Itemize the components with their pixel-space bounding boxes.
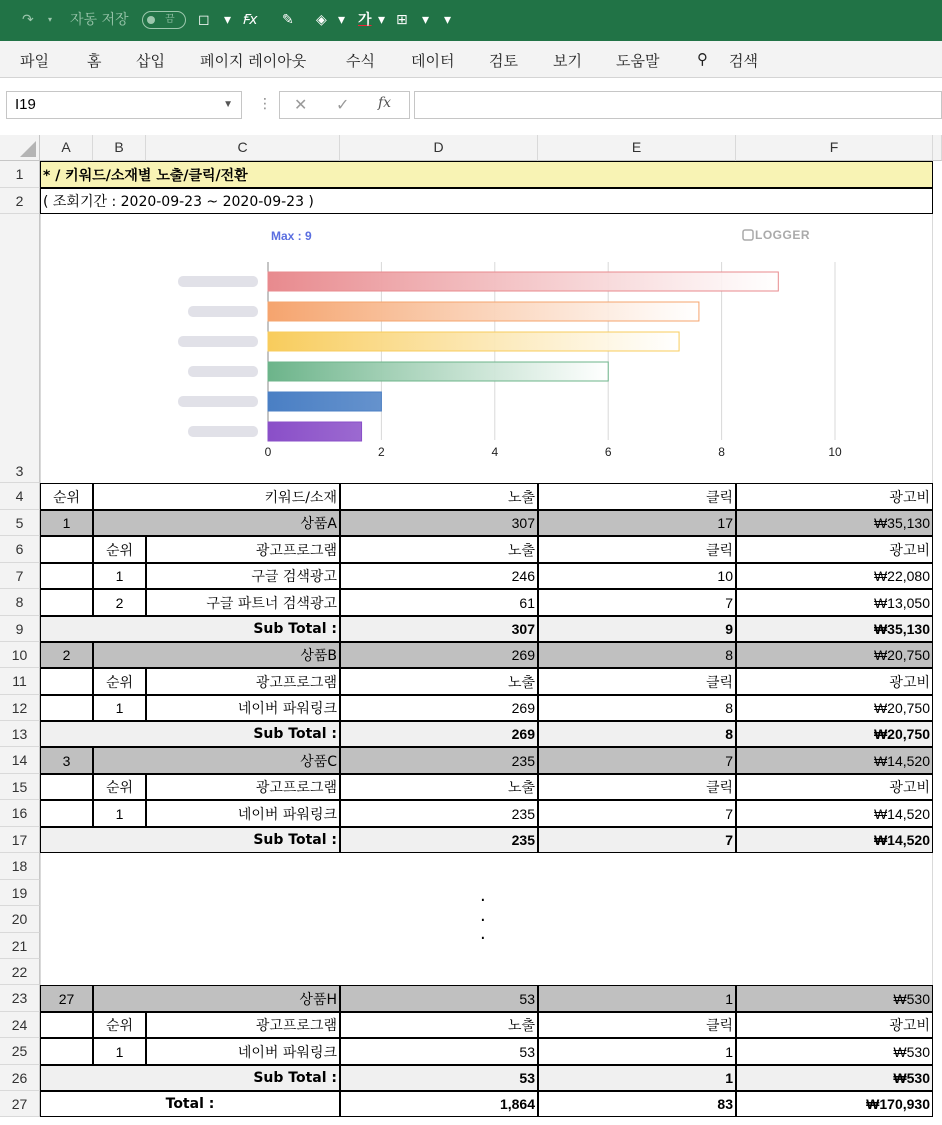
row-header-14[interactable]: 14 [0, 747, 40, 774]
blank-cell[interactable] [40, 563, 93, 589]
column-header-b[interactable]: B [93, 135, 146, 161]
row-header-22[interactable]: 22 [0, 959, 40, 985]
autosave-label: 자동 저장 [70, 12, 129, 28]
row-header-9[interactable]: 9 [0, 616, 40, 642]
ellipsis-dot: · [480, 910, 486, 931]
x-tick-label: 2 [378, 445, 385, 459]
row-header-20[interactable]: 20 [0, 906, 40, 933]
chevron-down-icon[interactable]: ▾ [422, 12, 430, 28]
subtotal-impressions[interactable]: 53 [340, 1065, 538, 1091]
item-cost[interactable]: ₩530 [736, 1038, 933, 1065]
column-header-e[interactable]: E [538, 135, 736, 161]
item-program[interactable]: 구글 파트너 검색광고 [146, 589, 340, 616]
subtotal-clicks[interactable]: 8 [538, 721, 736, 747]
subheader-cost[interactable]: 광고비 [736, 536, 933, 563]
subtotal-clicks[interactable]: 9 [538, 616, 736, 642]
subheader-impressions[interactable]: 노출 [340, 536, 538, 563]
item-rank[interactable]: 1 [93, 695, 146, 721]
max-annotation: Max : 9 [271, 229, 312, 243]
bar-1 [268, 272, 778, 291]
tab-page-layout[interactable]: 페이지 레이아웃 [200, 52, 307, 70]
tab-view[interactable]: 보기 [553, 52, 582, 70]
group-rank[interactable]: 27 [40, 985, 93, 1012]
item-program[interactable]: 네이버 파워링크 [146, 695, 340, 721]
tab-help[interactable]: 도움말 [616, 52, 660, 70]
tab-home[interactable]: 홈 [87, 52, 102, 70]
subtotal-cost[interactable]: ₩20,750 [736, 721, 933, 747]
quick-access-toolbar [0, 0, 942, 41]
formula-buttons [279, 91, 410, 119]
x-tick-label: 10 [828, 445, 842, 459]
subtotal-impressions[interactable]: 235 [340, 827, 538, 853]
group-impressions[interactable]: 53 [340, 985, 538, 1012]
subheader-impressions[interactable]: 노출 [340, 1012, 538, 1038]
header-cost[interactable]: 광고비 [736, 483, 933, 510]
subheader-impressions[interactable]: 노출 [340, 774, 538, 800]
row-header-18[interactable]: 18 [0, 853, 40, 880]
item-cost[interactable]: ₩14,520 [736, 800, 933, 827]
row-header-2[interactable]: 2 [0, 188, 40, 214]
subheader-cost[interactable]: 광고비 [736, 1012, 933, 1038]
header-clicks[interactable]: 클릭 [538, 483, 736, 510]
tab-review[interactable]: 검토 [489, 52, 518, 70]
row-header-10[interactable]: 10 [0, 642, 40, 668]
subheader-cost[interactable]: 광고비 [736, 668, 933, 695]
group-rank[interactable]: 3 [40, 747, 93, 774]
blank-cell[interactable] [40, 774, 93, 800]
subheader-rank[interactable]: 순위 [93, 1012, 146, 1038]
group-cost[interactable]: ₩20,750 [736, 642, 933, 668]
autosave-toggle[interactable]: 끔 [142, 11, 186, 29]
x-tick-label: 6 [604, 445, 612, 459]
group-clicks[interactable]: 1 [538, 985, 736, 1012]
formula-input[interactable] [414, 91, 942, 119]
format-painter-icon[interactable]: ✎ [282, 12, 294, 28]
item-clicks[interactable]: 1 [538, 1038, 736, 1065]
row-header-11[interactable]: 11 [0, 668, 40, 695]
blank-cell[interactable] [40, 536, 93, 563]
header-impressions[interactable]: 노출 [340, 483, 538, 510]
row-header-23[interactable]: 23 [0, 985, 40, 1012]
chevron-down-icon[interactable]: ▾ [378, 12, 386, 28]
group-cost[interactable]: ₩14,520 [736, 747, 933, 774]
x-tick-label: 0 [264, 445, 272, 459]
fill-color-icon[interactable]: ◈ [316, 12, 327, 28]
item-program[interactable]: 네이버 파워링크 [146, 800, 340, 827]
item-rank[interactable]: 2 [93, 589, 146, 616]
borders-icon[interactable]: ⊞ [396, 12, 408, 28]
row-header-7[interactable]: 7 [0, 563, 40, 589]
subheader-clicks[interactable]: 클릭 [538, 536, 736, 563]
blank-cell[interactable] [40, 589, 93, 616]
row-header-8[interactable]: 8 [0, 589, 40, 616]
item-impressions[interactable]: 61 [340, 589, 538, 616]
cancel-icon[interactable]: ✕ [294, 95, 308, 114]
subtotal-clicks[interactable]: 7 [538, 827, 736, 853]
formula-bar [0, 78, 942, 135]
row-header-5[interactable]: 5 [0, 510, 40, 536]
subheader-clicks[interactable]: 클릭 [538, 774, 736, 800]
item-rank[interactable]: 1 [93, 563, 146, 589]
ellipsis-dot: · [480, 928, 486, 949]
redo-icon[interactable]: ↷ [22, 12, 34, 28]
item-cost[interactable]: ₩13,050 [736, 589, 933, 616]
row-header-1[interactable]: 1 [0, 161, 40, 188]
subtotal-impressions[interactable]: 269 [340, 721, 538, 747]
subheader-program[interactable]: 광고프로그램 [146, 536, 340, 563]
subheader-impressions[interactable]: 노출 [340, 668, 538, 695]
column-header-c[interactable]: C [146, 135, 340, 161]
blank-cell[interactable] [40, 695, 93, 721]
row-header-6[interactable]: 6 [0, 536, 40, 563]
group-clicks[interactable]: 7 [538, 747, 736, 774]
column-header-a[interactable]: A [40, 135, 93, 161]
blurred-category-label [178, 396, 258, 407]
column-header-overflow[interactable] [933, 135, 942, 161]
item-impressions[interactable]: 53 [340, 1038, 538, 1065]
group-name[interactable]: 상품A [93, 510, 340, 536]
bar-5 [268, 392, 381, 411]
blank-cell[interactable] [40, 1012, 93, 1038]
chevron-down-icon[interactable]: ▾ [48, 15, 53, 24]
column-header-d[interactable]: D [340, 135, 538, 161]
row-header-21[interactable]: 21 [0, 933, 40, 959]
group-rank[interactable]: 1 [40, 510, 93, 536]
tab-data[interactable]: 데이터 [411, 52, 455, 70]
chevron-down-icon[interactable]: ▼ [223, 99, 233, 110]
blank-cell[interactable] [40, 1038, 93, 1065]
subtotal-cost[interactable]: ₩14,520 [736, 827, 933, 853]
name-box[interactable]: I19 ▼ [6, 91, 242, 119]
item-rank[interactable]: 1 [93, 1038, 146, 1065]
subheader-program[interactable]: 광고프로그램 [146, 668, 340, 695]
more-icon: ⋮ [258, 96, 272, 112]
customize-qat-icon[interactable]: ▾ [444, 12, 452, 28]
blank-rows[interactable] [40, 853, 933, 985]
item-cost[interactable]: ₩22,080 [736, 563, 933, 589]
group-clicks[interactable]: 8 [538, 642, 736, 668]
total-clicks[interactable]: 83 [538, 1091, 736, 1117]
group-rank[interactable]: 2 [40, 642, 93, 668]
item-clicks[interactable]: 10 [538, 563, 736, 589]
subtotal-label[interactable]: Sub Total : [40, 1065, 340, 1091]
blurred-category-label [178, 336, 258, 347]
row-header-12[interactable]: 12 [0, 695, 40, 721]
group-name[interactable]: 상품C [93, 747, 340, 774]
tab-insert[interactable]: 삽입 [136, 52, 165, 70]
header-keyword[interactable]: 키워드/소재 [93, 483, 340, 510]
item-cost[interactable]: ₩20,750 [736, 695, 933, 721]
row-header-15[interactable]: 15 [0, 774, 40, 800]
x-tick-label: 8 [718, 445, 725, 459]
subtotal-clicks[interactable]: 1 [538, 1065, 736, 1091]
subheader-clicks[interactable]: 클릭 [538, 1012, 736, 1038]
subheader-cost[interactable]: 광고비 [736, 774, 933, 800]
row-header-24[interactable]: 24 [0, 1012, 40, 1038]
bar-6 [268, 422, 362, 441]
row-header-17[interactable]: 17 [0, 827, 40, 853]
bar-3 [268, 332, 679, 351]
shapes-icon[interactable]: ◻ [198, 12, 210, 28]
blurred-category-label [188, 366, 258, 377]
clear-format-icon[interactable]: Ꞙx [242, 12, 258, 28]
chevron-down-icon[interactable]: ▾ [224, 12, 232, 28]
item-impressions[interactable]: 269 [340, 695, 538, 721]
row-header-25[interactable]: 25 [0, 1038, 40, 1065]
x-tick-label: 4 [491, 445, 499, 459]
item-clicks[interactable]: 8 [538, 695, 736, 721]
enter-icon[interactable]: ✓ [336, 95, 350, 114]
group-name[interactable]: 상품H [93, 985, 340, 1012]
item-clicks[interactable]: 7 [538, 589, 736, 616]
item-impressions[interactable]: 235 [340, 800, 538, 827]
row-header-19[interactable]: 19 [0, 880, 40, 906]
ellipsis-dot: · [480, 890, 486, 911]
chevron-down-icon[interactable]: ▾ [338, 12, 346, 28]
group-impressions[interactable]: 269 [340, 642, 538, 668]
subheader-rank[interactable]: 순위 [93, 668, 146, 695]
bar-2 [268, 302, 699, 321]
total-label[interactable]: Total : [40, 1091, 340, 1117]
subtotal-impressions[interactable]: 307 [340, 616, 538, 642]
subheader-program[interactable]: 광고프로그램 [146, 1012, 340, 1038]
tab-file[interactable]: 파일 [20, 52, 49, 70]
subheader-rank[interactable]: 순위 [93, 536, 146, 563]
blank-cell[interactable] [40, 800, 93, 827]
total-impressions[interactable]: 1,864 [340, 1091, 538, 1117]
group-name[interactable]: 상품B [93, 642, 340, 668]
group-impressions[interactable]: 235 [340, 747, 538, 774]
select-all-corner[interactable] [0, 135, 40, 161]
group-cost[interactable]: ₩530 [736, 985, 933, 1012]
blurred-category-label [188, 426, 258, 437]
bar-chart [41, 214, 932, 483]
logger-logo-icon [743, 230, 753, 240]
subtotal-label[interactable]: Sub Total : [40, 721, 340, 747]
row-header-13[interactable]: 13 [0, 721, 40, 747]
subheader-clicks[interactable]: 클릭 [538, 668, 736, 695]
search-icon[interactable]: ⚲ [697, 50, 708, 68]
blank-cell[interactable] [40, 668, 93, 695]
column-header-f[interactable]: F [736, 135, 933, 161]
subtotal-label[interactable]: Sub Total : [40, 827, 340, 853]
blurred-category-label [178, 276, 258, 287]
tab-formulas[interactable]: 수식 [346, 52, 375, 70]
row-header-4[interactable]: 4 [0, 483, 40, 510]
subtotal-label[interactable]: Sub Total : [40, 616, 340, 642]
search-label[interactable]: 검색 [729, 52, 758, 70]
subheader-rank[interactable]: 순위 [93, 774, 146, 800]
bar-4 [268, 362, 608, 381]
item-rank[interactable]: 1 [93, 800, 146, 827]
item-clicks[interactable]: 7 [538, 800, 736, 827]
subheader-program[interactable]: 광고프로그램 [146, 774, 340, 800]
report-title[interactable]: * / 키워드/소재별 노출/클릭/전환 [40, 161, 933, 188]
blurred-category-label [188, 306, 258, 317]
row-header-27[interactable]: 27 [0, 1091, 40, 1117]
insert-function-icon[interactable]: fx [378, 95, 392, 111]
font-color-icon[interactable]: 가 [358, 12, 372, 28]
watermark: LOGGER [755, 228, 811, 242]
group-impressions[interactable]: 307 [340, 510, 538, 536]
ribbon-tabs [0, 41, 942, 78]
row-header-16[interactable]: 16 [0, 800, 40, 827]
subtotal-cost[interactable]: ₩35,130 [736, 616, 933, 642]
item-program[interactable]: 구글 검색광고 [146, 563, 340, 589]
group-clicks[interactable]: 17 [538, 510, 736, 536]
group-cost[interactable]: ₩35,130 [736, 510, 933, 536]
row-header-3[interactable]: 3 [0, 214, 40, 483]
subtotal-cost[interactable]: ₩530 [736, 1065, 933, 1091]
report-period[interactable]: ( 조회기간 : 2020-09-23 ~ 2020-09-23 ) [40, 188, 933, 214]
item-program[interactable]: 네이버 파워링크 [146, 1038, 340, 1065]
item-impressions[interactable]: 246 [340, 563, 538, 589]
header-rank[interactable]: 순위 [40, 483, 93, 510]
total-cost[interactable]: ₩170,930 [736, 1091, 933, 1117]
row-header-26[interactable]: 26 [0, 1065, 40, 1091]
